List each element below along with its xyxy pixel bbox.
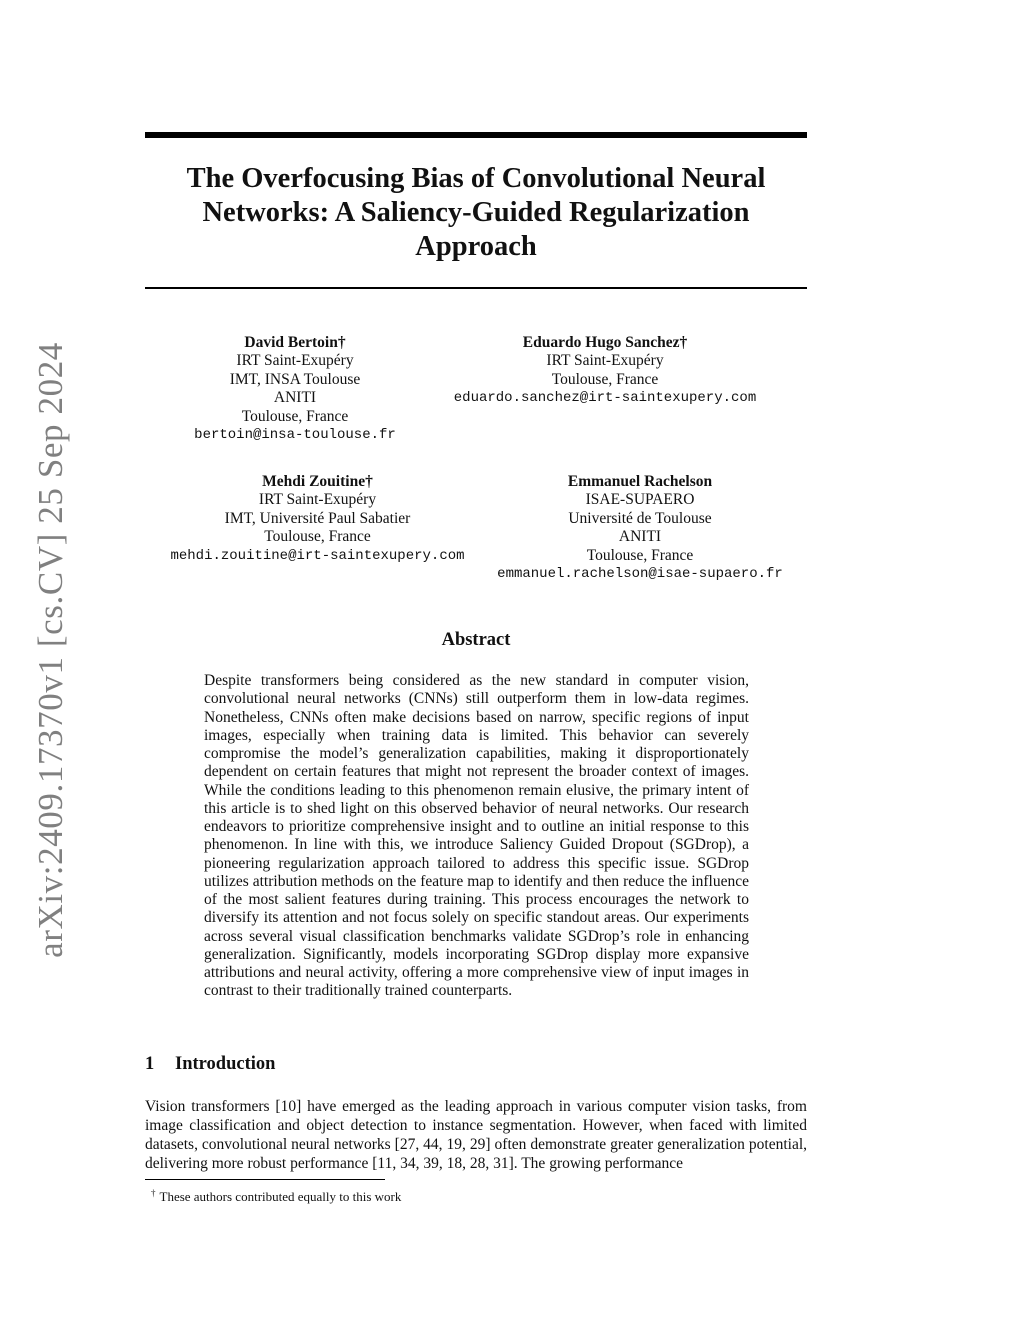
abstract-text: Despite transformers being considered as the new standard in computer vision, convolutional neural networks (CNNs) still outperform them in low-data regimes. Nonetheless, CNNs often make decisions based on narrow, specific regions of input images, especially when training data is limited. This behavior can severely compromise the model’s generalization capabilities, making it disproportionately dependent on certain features that might not represent the broader context of images. While the conditions leading to this phenomenon remain elusive, the primary intent of this article is to shed light on this observed behavior of neural networks. Our research endeavors to prioritize comprehensive insight and to outline an initial response to this phenomenon. In line with this, we introduce Saliency Guided Dropout (SGDrop), a pioneering regularization approach tailored to address this specific issue. SGDrop utilizes attribution methods on the feature map to identify and then reduce the influence of the most salient features during training. This process encourages the network to diversify its attention and not focus solely on specific standout areas. Our experiments across several visual classification benchmarks validate SGDrop’s role in enhancing generalization. Significantly, models incorporating SGDrop display more expansive attributions and neural activity, offering a more comprehensive view of input images in contrast to their traditionally trained counterparts. xyxy=(204,672,749,1000)
author-name: Eduardo Hugo Sanchez† xyxy=(522,334,688,351)
introduction-text: Vision transformers [10] have emerged as the leading approach in various computer vision tasks, from image classification and object detection to instance segmentation. However, when faced with limited datasets, convolutional neural networks [27, 44, 19, 29] often demonstrate greater generalization potential, delivering more robust performance [11, 34, 39, 18, 28, 31]. The growing performance xyxy=(145,1098,807,1172)
author-affiliation: Toulouse, France xyxy=(241,407,349,425)
abstract-heading: Abstract xyxy=(441,630,511,650)
author-block-bertoin xyxy=(145,334,445,444)
footnote-rule xyxy=(145,1179,385,1180)
author-affiliation: Université de Toulouse xyxy=(568,509,712,527)
section-number: 1 xyxy=(145,1054,155,1074)
author-affiliation: IRT Saint-Exupéry xyxy=(236,352,354,370)
author-affiliation: IMT, INSA Toulouse xyxy=(229,370,361,388)
author-affiliation: IRT Saint-Exupéry xyxy=(258,491,377,509)
author-affiliation: Toulouse, France xyxy=(586,546,694,564)
author-affiliation: IRT Saint-Exupéry xyxy=(546,352,664,370)
author-name: Mehdi Zouitine† xyxy=(262,473,373,490)
author-email[interactable]: mehdi.zouitine@irt-saintexupery.com xyxy=(170,547,465,564)
author-block-sanchez xyxy=(440,334,770,408)
author-affiliation: IMT, Université Paul Sabatier xyxy=(224,509,411,527)
section-heading-introduction xyxy=(145,1054,275,1075)
author-affiliation: ISAE-SUPAERO xyxy=(585,491,695,509)
paper-title xyxy=(145,162,807,264)
title-top-rule xyxy=(145,132,807,138)
author-affiliation: ANITI xyxy=(618,528,662,546)
footnote-text: These authors contributed equally to this work xyxy=(159,1189,402,1204)
title-line: Approach xyxy=(415,231,537,262)
author-affiliation: ANITI xyxy=(273,389,317,407)
author-email[interactable]: eduardo.sanchez@irt-saintexupery.com xyxy=(453,390,757,407)
author-affiliation: Toulouse, France xyxy=(264,528,371,546)
footnote-mark: † xyxy=(151,1188,156,1198)
author-block-rachelson xyxy=(480,473,800,583)
title-line: The Overfocusing Bias of Convolutional Neural xyxy=(186,163,766,194)
author-block-zouitine xyxy=(145,473,490,565)
title-line: Networks: A Saliency-Guided Regularization xyxy=(202,197,750,228)
footnote xyxy=(151,1185,401,1205)
title-bottom-rule xyxy=(145,287,807,289)
author-name: David Bertoin† xyxy=(244,334,346,351)
arxiv-identifier-text: arXiv:2409.17370v1 [cs.CV] 25 Sep 2024 xyxy=(31,342,70,958)
author-email[interactable]: bertoin@insa-toulouse.fr xyxy=(194,427,396,444)
author-name: Emmanuel Rachelson xyxy=(567,473,713,490)
author-affiliation: Toulouse, France xyxy=(551,370,659,388)
author-email[interactable]: emmanuel.rachelson@isae-supaero.fr xyxy=(497,566,783,583)
section-title: Introduction xyxy=(175,1054,276,1074)
